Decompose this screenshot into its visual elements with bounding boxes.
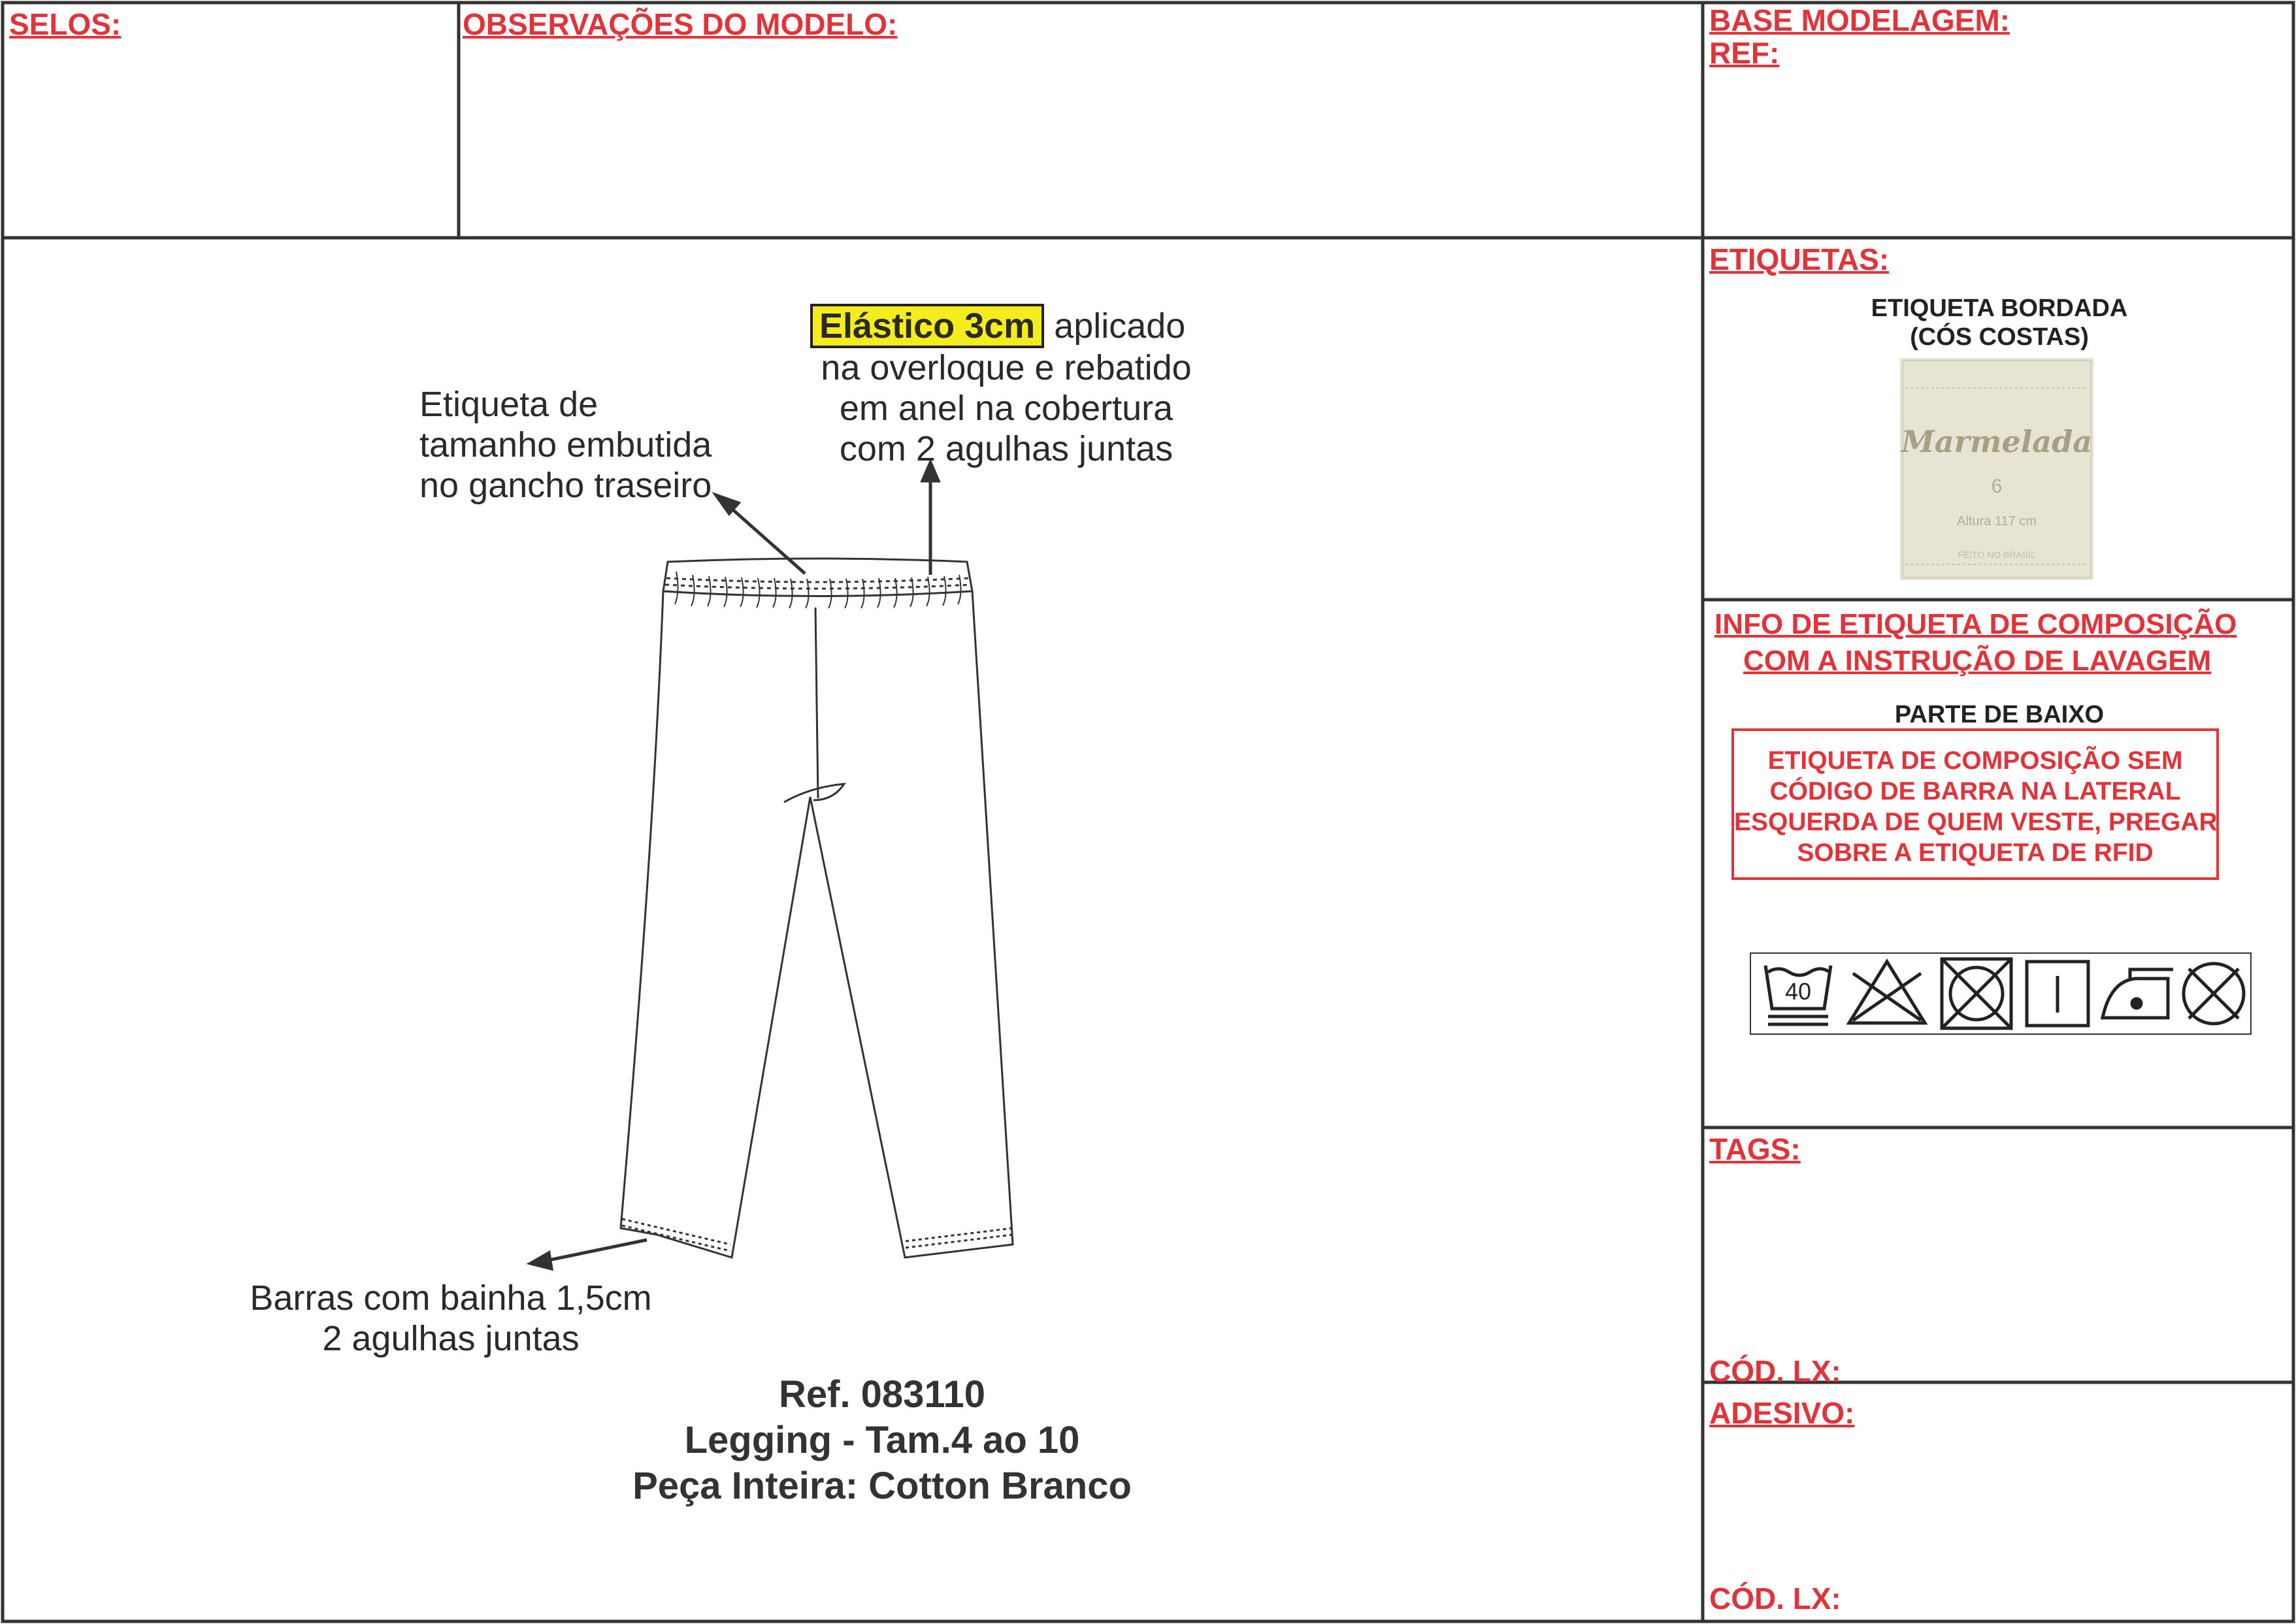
product-fabric: Peça Inteira: Cotton Branco [632,1465,1132,1507]
observacoes-label: OBSERVAÇÕES DO MODELO: [463,7,898,41]
elastic-note-aplicado: aplicado [1054,306,1186,346]
label-size: 6 [1991,476,2003,497]
composition-line3: ESQUERDA DE QUEM VESTE, PREGAR [1734,808,2218,836]
size-label-note-line1: Etiqueta de [419,385,599,424]
product-name: Legging - Tam.4 ao 10 [684,1419,1080,1461]
elastic-highlight: Elástico 3cm [810,304,1044,348]
size-label-note-line3: no gancho traseiro [419,466,712,505]
etiquetas-label: ETIQUETAS: [1709,242,1890,276]
hem-note-line1: Barras com bainha 1,5cm [250,1278,652,1318]
label-made-in: FEITO NO BRASIL [1958,549,2036,560]
size-label-note-line2: tamanho embutida [419,425,712,464]
composition-line2: CÓDIGO DE BARRA NA LATERAL [1769,777,2181,805]
composition-instruction-box [1731,728,2219,880]
composicao-title-line1: INFO DE ETIQUETA DE COMPOSIÇÃO [1714,608,2237,640]
product-ref: Ref. 083110 [778,1373,986,1416]
base-modelagem-label: BASE MODELAGEM: [1709,3,2010,37]
composition-line1: ETIQUETA DE COMPOSIÇÃO SEM [1767,747,2183,775]
woven-label-image [1900,358,2093,580]
elastic-note-line3: em anel na cobertura [839,389,1173,428]
adesivo-label: ADESIVO: [1709,1396,1855,1430]
selos-label: SELOS: [9,7,122,41]
adesivo-cod-lx: CÓD. LX: [1709,1582,1841,1616]
composition-line4: SOBRE A ETIQUETA DE RFID [1797,839,2154,867]
care-symbols-strip [1750,952,2252,1035]
svg-text:40: 40 [1784,978,1812,1005]
tags-label: TAGS: [1709,1132,1801,1166]
elastic-note-line4: com 2 agulhas juntas [839,429,1173,468]
etiqueta-bordada-line1: ETIQUETA BORDADA [1871,295,2128,322]
tags-cod-lx: CÓD. LX: [1709,1354,1841,1388]
elastic-note-line1 [810,306,1185,346]
elastic-note-line2: na overloque e rebatido [821,348,1192,387]
label-height: Altura 117 cm [1957,514,2037,528]
product-caption [457,1372,1307,1509]
parte-de-baixo: PARTE DE BAIXO [1894,701,2105,728]
ref-label: REF: [1709,36,1780,70]
composicao-title-line2: COM A INSTRUÇÃO DE LAVAGEM [1743,645,2212,677]
label-brand: Marmelada [1901,424,2093,459]
hem-note-line2: 2 agulhas juntas [322,1319,580,1358]
etiqueta-bordada-line2: (CÓS COSTAS) [1910,323,2089,351]
